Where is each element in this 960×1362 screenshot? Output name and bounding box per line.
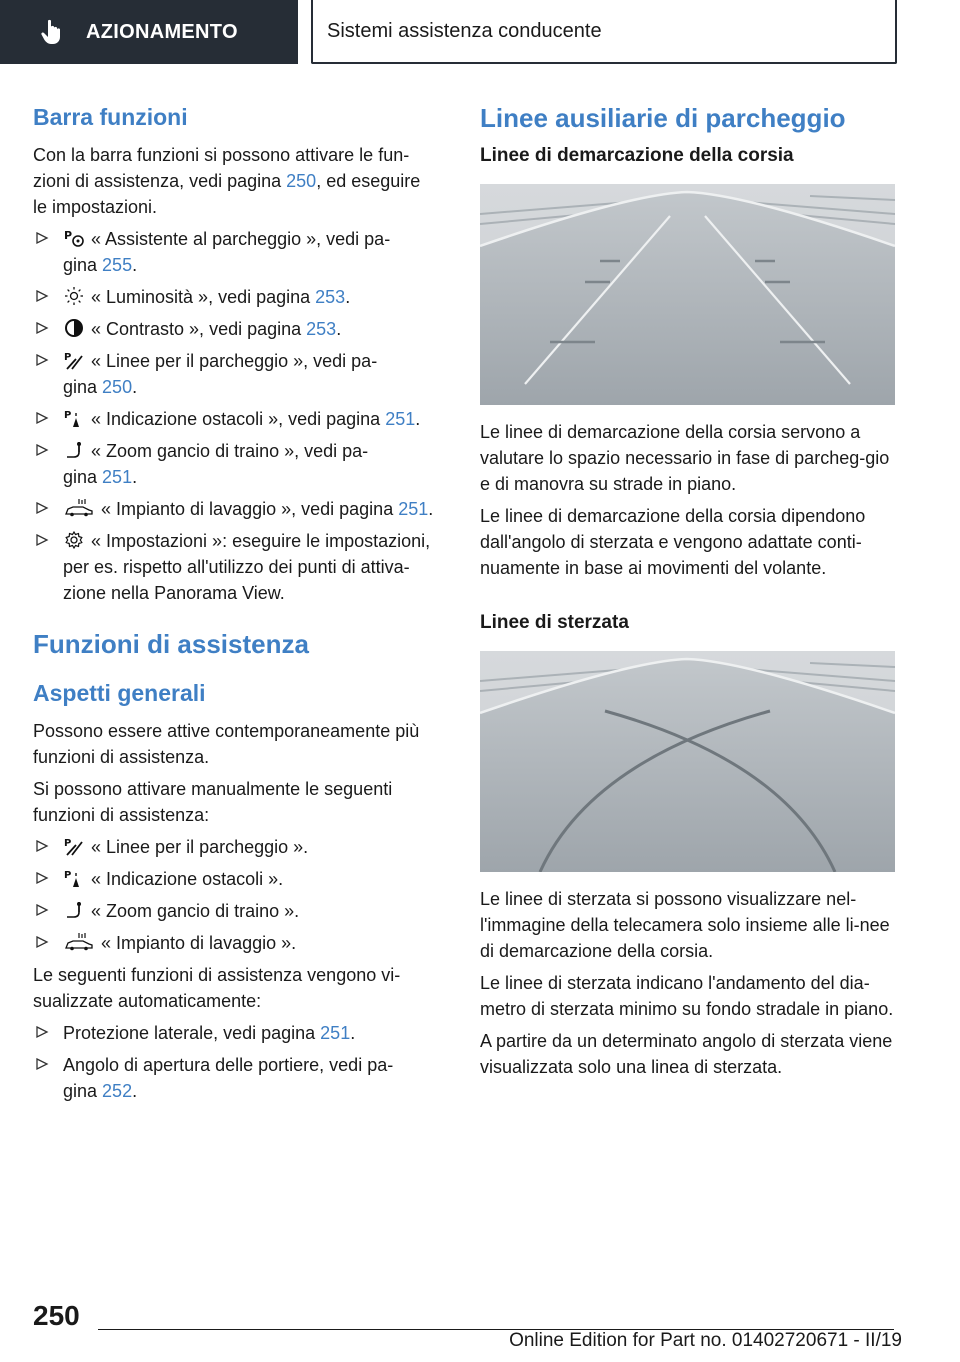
svg-text:P: P — [64, 352, 72, 363]
svg-text:P: P — [64, 838, 72, 849]
lane-lines-heading: Linee di demarcazione della corsia — [480, 145, 794, 166]
list-item: « Luminosità », vedi pagina 253. — [33, 284, 445, 310]
page-link[interactable]: 251 — [398, 499, 429, 519]
obstacle-indicator-icon — [63, 408, 85, 428]
list-item: Protezione laterale, vedi pagina 251. — [33, 1020, 445, 1046]
list-item: « Impianto di lavaggio », vedi pagina 251. — [33, 496, 445, 522]
triangle-bullet-icon — [35, 321, 49, 335]
lane-lines-illustration — [480, 184, 895, 405]
left-column — [33, 100, 445, 1110]
steer-paragraph-1: Le linee di sterzata si possono visualizzare nel-l'immagine della telecamera solo insieme alle li-nee di demarcazione della corsia. — [480, 889, 890, 961]
triangle-bullet-icon — [35, 533, 49, 547]
barra-intro: Con la barra funzioni si possono attivare le fun- zioni di assistenza, vedi pagina 250, ed eseguire le impostazioni. — [33, 145, 421, 217]
linee-ausiliarie-heading: Linee ausiliarie di parcheggio — [480, 103, 846, 133]
list-item: « Zoom gancio di traino », vedi pa- gina 251. — [33, 438, 445, 490]
triangle-bullet-icon — [35, 353, 49, 367]
parking-lines-icon — [63, 350, 85, 370]
triangle-bullet-icon — [35, 289, 49, 303]
section-tab — [311, 0, 897, 64]
triangle-bullet-icon — [35, 231, 49, 245]
page-link[interactable]: 253 — [306, 319, 337, 339]
settings-gear-icon — [63, 530, 85, 550]
steering-lines-heading: Linee di sterzata — [480, 612, 629, 633]
contrast-icon — [63, 318, 85, 338]
car-wash-icon — [63, 498, 95, 518]
aspetti-paragraph-2: Si possono attivare manualmente le seguenti funzioni di assistenza: — [33, 779, 393, 825]
list-item: « Contrasto », vedi pagina 253. — [33, 316, 445, 342]
car-wash-icon — [63, 932, 95, 952]
steer-paragraph-3: A partire da un determinato angolo di sterzata viene visualizzata solo una linea di sterzata. — [480, 1031, 893, 1077]
aspetti-paragraph-1: Possono essere attive contemporaneamente più funzioni di assistenza. — [33, 721, 420, 767]
page-link[interactable]: 252 — [102, 1081, 133, 1101]
barra-funzioni-heading: Barra funzioni — [33, 104, 188, 130]
svg-text:P: P — [64, 870, 72, 881]
page-link[interactable]: 255 — [102, 255, 133, 275]
page-link[interactable]: 251 — [385, 409, 416, 429]
hand-pointer-icon — [38, 18, 66, 46]
chapter-tab — [0, 0, 298, 64]
tow-hitch-zoom-icon — [63, 440, 85, 460]
list-item: « Impostazioni »: eseguire le impostazioni, per es. rispetto all'utilizzo dei punti di attiva-zione nella Panorama View. — [33, 528, 445, 606]
triangle-bullet-icon — [35, 1057, 49, 1071]
triangle-bullet-icon — [35, 839, 49, 853]
aspetti-generali-heading: Aspetti generali — [33, 680, 206, 706]
triangle-bullet-icon — [35, 1025, 49, 1039]
parking-assistant-icon — [63, 228, 85, 248]
page-link[interactable]: 250 — [286, 171, 317, 191]
right-column — [480, 100, 896, 1086]
svg-text:P: P — [64, 229, 73, 242]
triangle-bullet-icon — [35, 871, 49, 885]
list-item: « Impianto di lavaggio ». — [33, 930, 445, 956]
steering-lines-illustration — [480, 651, 895, 872]
obstacle-indicator-icon — [63, 868, 85, 888]
triangle-bullet-icon — [35, 903, 49, 917]
list-item: P « Assistente al parcheggio », vedi pa- gina 255. — [33, 226, 445, 278]
triangle-bullet-icon — [35, 935, 49, 949]
triangle-bullet-icon — [35, 501, 49, 515]
page-link[interactable]: 253 — [315, 287, 346, 307]
barra-items-list — [33, 226, 445, 606]
list-item: P « Linee per il parcheggio ». — [33, 834, 445, 860]
auto-intro: Le seguenti funzioni di assistenza vengono vi-sualizzate automaticamente: — [33, 965, 401, 1011]
section-title: Sistemi assistenza conducente — [327, 19, 602, 42]
tow-hitch-zoom-icon — [63, 900, 85, 920]
list-item: P « Indicazione ostacoli ». — [33, 866, 445, 892]
steer-paragraph-2: Le linee di sterzata indicano l'andamento del dia-metro di sterzata minimo su fondo stradale in piano. — [480, 973, 894, 1019]
page-link[interactable]: 251 — [320, 1023, 351, 1043]
lane-paragraph-1: Le linee di demarcazione della corsia servono a valutare lo spazio necessario in fase di parcheg-gio e di manovra su strade in piano. — [480, 422, 890, 494]
chapter-title: AZIONAMENTO — [86, 20, 238, 43]
edition-text: Online Edition for Part no. 01402720671 - II/19 — [509, 1330, 902, 1351]
list-item: « Zoom gancio di traino ». — [33, 898, 445, 924]
auto-items-list — [33, 1020, 445, 1104]
svg-text:P: P — [64, 410, 72, 421]
page-number: 250 — [33, 1300, 80, 1331]
list-item: Angolo di apertura delle portiere, vedi pa- gina 252. — [33, 1052, 445, 1104]
page-link[interactable]: 251 — [102, 467, 133, 487]
parking-lines-icon — [63, 836, 85, 856]
manual-items-list — [33, 834, 445, 956]
triangle-bullet-icon — [35, 411, 49, 425]
list-item: P « Linee per il parcheggio », vedi pa- gina 250. — [33, 348, 445, 400]
list-item: P « Indicazione ostacoli », vedi pagina 251. — [33, 406, 445, 432]
lane-paragraph-2: Le linee di demarcazione della corsia dipendono dall'angolo di sterzata e vengono adattate conti-nuamente in base ai movimenti del volante. — [480, 506, 866, 578]
funzioni-assistenza-heading: Funzioni di assistenza — [33, 629, 309, 659]
triangle-bullet-icon — [35, 443, 49, 457]
brightness-icon — [63, 286, 85, 306]
page-link[interactable]: 250 — [102, 377, 133, 397]
